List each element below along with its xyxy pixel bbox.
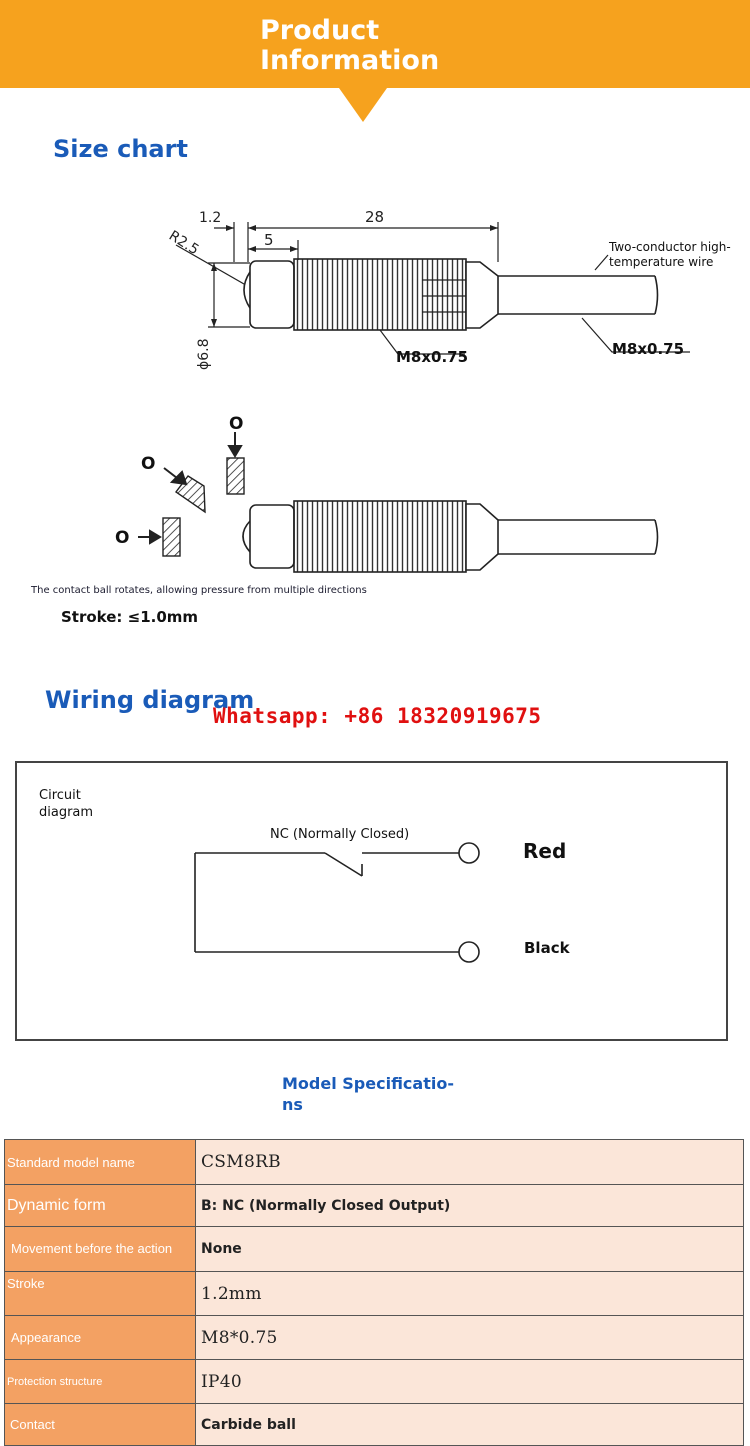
whatsapp-watermark: Whatsapp: +86 18320919675	[213, 704, 542, 728]
direction-mark-diagonal: O	[141, 454, 156, 474]
specs-title-line2: ns	[282, 1095, 303, 1114]
dim-5: 5	[264, 231, 274, 249]
direction-mark-side: O	[115, 528, 130, 548]
table-row	[5, 1360, 744, 1404]
dim-1-2: 1.2	[199, 210, 222, 226]
spec-value: CSM8RB	[196, 1140, 744, 1185]
spec-value: IP40	[196, 1360, 744, 1404]
table-row	[5, 1140, 744, 1185]
spec-value: M8*0.75	[196, 1316, 744, 1360]
table-row	[5, 1316, 744, 1360]
table-row	[5, 1404, 744, 1446]
spec-value: None	[196, 1227, 744, 1272]
table-row	[5, 1185, 744, 1227]
spec-table	[4, 1139, 744, 1446]
spec-key: Appearance	[5, 1316, 196, 1360]
dim-diameter: ϕ6.8	[196, 338, 212, 370]
spec-key: Contact	[5, 1404, 196, 1446]
wire-label-line1: Two-conductor high-	[609, 240, 731, 254]
dim-28: 28	[365, 208, 385, 226]
spec-key: Stroke	[5, 1272, 196, 1316]
spec-key: Dynamic form	[5, 1185, 196, 1227]
model-specifications-title	[282, 1073, 454, 1115]
spec-key: Movement before the action	[5, 1227, 196, 1272]
page-title: Product Information	[260, 15, 440, 76]
specs-title-line1: Model Specificatio-	[282, 1074, 454, 1093]
stroke-note: Stroke: ≤1.0mm	[61, 608, 199, 626]
table-row	[5, 1272, 744, 1316]
circuit-label-line1: Circuit	[39, 788, 81, 803]
spec-value: 1.2mm	[196, 1272, 744, 1316]
table-row	[5, 1227, 744, 1272]
spec-key: Protection structure	[5, 1360, 196, 1404]
spec-value: B: NC (Normally Closed Output)	[196, 1185, 744, 1227]
direction-mark-top: O	[229, 414, 244, 434]
circuit-label-line2: diagram	[39, 805, 94, 820]
wiring-diagram-title: Wiring diagram	[45, 686, 255, 714]
size-chart-title: Size chart	[53, 135, 188, 163]
thread-label: M8x0.75	[396, 348, 469, 366]
nc-label: NC (Normally Closed)	[270, 827, 410, 842]
rotation-note: The contact ball rotates, allowing pressure from multiple directions	[31, 585, 367, 596]
black-wire-label: Black	[524, 939, 570, 957]
wire-label-line2: temperature wire	[609, 255, 714, 269]
spec-key: Standard model name	[5, 1140, 196, 1185]
dim-r2-5: R2.5	[165, 227, 202, 259]
red-wire-label: Red	[523, 839, 567, 863]
wire-thread-label: M8x0.75	[612, 340, 685, 358]
spec-value: Carbide ball	[196, 1404, 744, 1446]
